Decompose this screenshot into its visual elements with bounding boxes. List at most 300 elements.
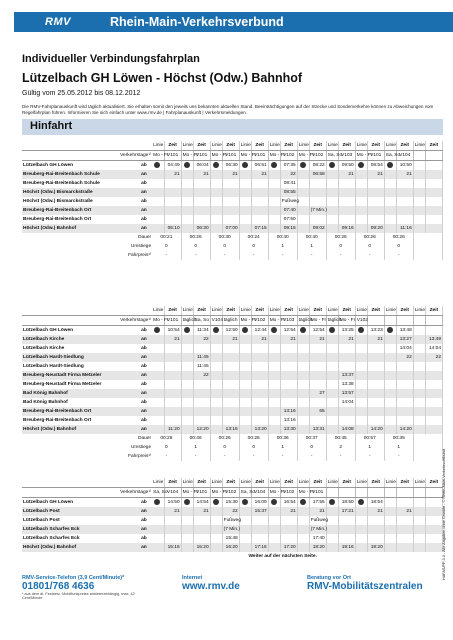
time-cell bbox=[338, 215, 355, 224]
verkehrstage-value bbox=[367, 316, 384, 326]
duration-value: 00:30 bbox=[210, 233, 239, 242]
time-cell: 14:54 bbox=[193, 498, 210, 508]
verkehrstage-value: V103 bbox=[338, 151, 355, 161]
line-cell bbox=[181, 335, 193, 344]
time-cell: 15:48 bbox=[222, 534, 239, 543]
time-cell bbox=[251, 344, 268, 353]
time-cell bbox=[338, 206, 355, 215]
duration-value: 00:26 bbox=[384, 233, 413, 242]
stop-name: Höchst (Odw.) Bahnhof bbox=[22, 543, 140, 552]
time-cell bbox=[338, 407, 355, 416]
table-row bbox=[22, 197, 443, 206]
time-cell: 11:45 bbox=[193, 353, 210, 362]
time-cell bbox=[367, 197, 384, 206]
line-cell bbox=[239, 362, 251, 371]
arr-dep: an bbox=[140, 206, 152, 215]
time-cell bbox=[367, 353, 384, 362]
arr-dep: an bbox=[140, 507, 152, 516]
line-cell bbox=[355, 425, 367, 434]
time-cell: 14:08 bbox=[338, 425, 355, 434]
time-cell: 14:04 bbox=[396, 344, 413, 353]
stop-name: Höchst (Odw.) Bismarckstraße bbox=[23, 199, 93, 204]
time-cell bbox=[396, 525, 413, 534]
footer-web bbox=[182, 575, 240, 592]
line-cell bbox=[210, 206, 222, 215]
line-cell bbox=[326, 161, 338, 171]
fare-value: - bbox=[384, 452, 413, 461]
line-cell bbox=[268, 197, 280, 206]
time-cell: 11:34 bbox=[193, 326, 210, 336]
transfers-value: 0 bbox=[152, 443, 181, 452]
time-cell bbox=[425, 389, 442, 398]
verkehrstage-value: V101 bbox=[251, 151, 268, 161]
fare-value: - bbox=[268, 452, 297, 461]
time-cell bbox=[396, 416, 413, 425]
duration-value: 00:26 bbox=[326, 233, 355, 242]
time-cell: 13:31 bbox=[309, 425, 326, 434]
line-cell bbox=[239, 380, 251, 389]
time-cell bbox=[425, 407, 442, 416]
time-cell bbox=[425, 161, 442, 171]
time-cell: 10:54 bbox=[164, 326, 181, 336]
line-cell bbox=[152, 161, 164, 171]
verkehrstage-value bbox=[413, 488, 425, 498]
time-cell bbox=[367, 206, 384, 215]
line-cell bbox=[152, 179, 164, 188]
time-cell bbox=[425, 326, 442, 336]
duration-value: 00:24 bbox=[239, 233, 268, 242]
verkehrstage-value: V102 bbox=[355, 316, 367, 326]
time-cell bbox=[309, 371, 326, 380]
line-cell bbox=[181, 224, 193, 233]
time-cell bbox=[396, 543, 413, 552]
time-cell: 14:04 bbox=[425, 344, 442, 353]
time-cell: 04:49 bbox=[164, 161, 181, 171]
line-cell bbox=[152, 516, 164, 525]
line-cell bbox=[384, 188, 396, 197]
col-zeit: Zeit bbox=[367, 478, 384, 488]
time-cell: 07:35 bbox=[280, 161, 297, 171]
line-cell bbox=[210, 371, 222, 380]
time-cell bbox=[193, 516, 210, 525]
time-cell: 15:30 bbox=[222, 498, 239, 508]
transfers-value: 0 bbox=[326, 242, 355, 251]
fare-value: - bbox=[181, 251, 210, 260]
verkehrstage-value bbox=[413, 316, 425, 326]
stop-name: Bad König Bahnhof bbox=[22, 389, 140, 398]
line-cell bbox=[355, 371, 367, 380]
time-cell bbox=[251, 380, 268, 389]
line-cell bbox=[239, 335, 251, 344]
line-cell bbox=[181, 161, 193, 171]
time-cell bbox=[338, 525, 355, 534]
line-cell bbox=[268, 224, 280, 233]
verkehrstage-value: V102 bbox=[280, 151, 297, 161]
arr-dep: ab bbox=[141, 217, 147, 222]
line-cell bbox=[326, 534, 338, 543]
verkehrstage-value bbox=[413, 151, 425, 161]
time-cell: 21 bbox=[338, 335, 355, 344]
col-zeit: Zeit bbox=[309, 141, 326, 151]
time-cell bbox=[222, 215, 239, 224]
time-cell: 17:55 bbox=[309, 498, 326, 508]
phone-number[interactable]: 01801/768 4636 bbox=[22, 581, 95, 592]
line-cell bbox=[384, 215, 396, 224]
time-cell bbox=[367, 188, 384, 197]
line-cell bbox=[297, 335, 309, 344]
time-cell bbox=[338, 353, 355, 362]
line-cell bbox=[326, 224, 338, 233]
time-cell bbox=[280, 362, 297, 371]
line-cell bbox=[384, 371, 396, 380]
bus-icon bbox=[329, 162, 335, 168]
time-cell bbox=[425, 206, 442, 215]
time-cell bbox=[193, 407, 210, 416]
bus-icon bbox=[300, 327, 306, 333]
line-cell bbox=[268, 425, 280, 434]
footer bbox=[22, 575, 443, 615]
col-linie: Linie bbox=[181, 478, 193, 488]
line-cell bbox=[413, 206, 425, 215]
col-linie: Linie bbox=[355, 306, 367, 316]
time-cell: 08:55 bbox=[280, 188, 297, 197]
line-cell bbox=[152, 534, 164, 543]
line-cell bbox=[297, 425, 309, 434]
stop-name: Höchst (Odw.) Bismarckstraße bbox=[22, 188, 140, 197]
transfers-value: 0 bbox=[239, 443, 268, 452]
document-type: Individueller Verbindungsfahrplan bbox=[22, 53, 200, 65]
time-cell bbox=[425, 371, 442, 380]
timetable-block-2 bbox=[22, 306, 443, 461]
time-cell bbox=[280, 371, 297, 380]
time-cell bbox=[251, 362, 268, 371]
line-cell bbox=[239, 326, 251, 336]
time-cell bbox=[425, 215, 442, 224]
time-cell: 13:25 bbox=[338, 326, 355, 336]
duration-value: 00:45 bbox=[326, 434, 355, 443]
time-cell: 13:48 bbox=[396, 326, 413, 336]
time-cell bbox=[425, 398, 442, 407]
verkehrstage-value: Mo - Fr bbox=[152, 316, 164, 326]
transfers-value: 1 bbox=[297, 242, 326, 251]
line-cell bbox=[268, 353, 280, 362]
stop-name: Lützelbach GH Löwen bbox=[23, 163, 74, 168]
time-cell: 18:20 bbox=[309, 543, 326, 552]
verkehrstage-value: Sa, So bbox=[152, 488, 164, 498]
verkehrstage-value: V102 bbox=[222, 488, 239, 498]
table-row bbox=[22, 516, 443, 525]
line-cell bbox=[355, 543, 367, 552]
col-linie: Linie bbox=[297, 306, 309, 316]
arr-dep: an bbox=[140, 335, 152, 344]
time-cell: 11:16 bbox=[396, 224, 413, 233]
arr-dep: an bbox=[140, 543, 152, 552]
col-linie: Linie bbox=[239, 306, 251, 316]
line-cell bbox=[181, 507, 193, 516]
stop-name: Breuberg-Neustadt Firma Metzeler bbox=[22, 371, 140, 380]
verkehrstage-value: Mo - Fr bbox=[181, 488, 193, 498]
line-cell bbox=[181, 215, 193, 224]
fare-value: - bbox=[181, 452, 210, 461]
line-cell bbox=[384, 362, 396, 371]
table-row bbox=[22, 206, 443, 215]
line-cell bbox=[210, 516, 222, 525]
bus-icon bbox=[387, 162, 393, 168]
verkehrstage-value: V104 bbox=[210, 316, 222, 326]
time-cell: 16:09 bbox=[251, 498, 268, 508]
line-cell bbox=[384, 380, 396, 389]
line-cell bbox=[355, 516, 367, 525]
time-cell bbox=[280, 534, 297, 543]
line-cell bbox=[355, 179, 367, 188]
line-cell bbox=[210, 543, 222, 552]
line-cell bbox=[355, 380, 367, 389]
time-cell bbox=[367, 380, 384, 389]
verkehrstage-value: V101 bbox=[164, 151, 181, 161]
verkehrstage-value bbox=[396, 488, 413, 498]
transfers-value: 0 bbox=[210, 242, 239, 251]
line-cell bbox=[268, 215, 280, 224]
time-cell bbox=[222, 344, 239, 353]
time-cell bbox=[338, 197, 355, 206]
stop-name: Lützelbach Kirche bbox=[22, 335, 140, 344]
time-cell: 12:20 bbox=[193, 425, 210, 434]
line-cell bbox=[355, 507, 367, 516]
time-cell bbox=[425, 362, 442, 371]
center-title: Beratung vor Ort bbox=[307, 575, 352, 581]
arr-dep: ab bbox=[141, 328, 147, 333]
time-cell bbox=[367, 362, 384, 371]
line-cell bbox=[355, 224, 367, 233]
time-cell: 21 bbox=[396, 507, 413, 516]
line-cell bbox=[181, 206, 193, 215]
time-cell bbox=[251, 371, 268, 380]
time-cell bbox=[222, 389, 239, 398]
fare-label: Fahrpreis¹⁾ bbox=[128, 454, 152, 459]
time-cell: 13:16 bbox=[280, 407, 297, 416]
time-cell: 13:16 bbox=[280, 416, 297, 425]
header-spacer bbox=[140, 306, 152, 316]
time-cell bbox=[425, 416, 442, 425]
bus-icon bbox=[358, 327, 364, 333]
time-cell: 06:58 bbox=[309, 170, 326, 179]
time-cell bbox=[425, 170, 442, 179]
line-cell bbox=[297, 362, 309, 371]
time-cell: 05:10 bbox=[164, 224, 181, 233]
line-cell bbox=[268, 525, 280, 534]
col-zeit: Zeit bbox=[338, 478, 355, 488]
line-cell bbox=[152, 344, 164, 353]
line-cell bbox=[355, 398, 367, 407]
line-cell bbox=[152, 326, 164, 336]
col-zeit: Zeit bbox=[309, 478, 326, 488]
verkehrstage-value: täglich bbox=[326, 316, 338, 326]
line-cell bbox=[413, 170, 425, 179]
time-cell: 21 bbox=[251, 170, 268, 179]
table-row bbox=[22, 398, 443, 407]
time-cell bbox=[251, 407, 268, 416]
line-cell bbox=[152, 398, 164, 407]
col-zeit: Zeit bbox=[251, 141, 268, 151]
verkehrstage-value bbox=[355, 488, 367, 498]
col-linie: Linie bbox=[326, 478, 338, 488]
time-cell bbox=[222, 380, 239, 389]
time-cell bbox=[309, 188, 326, 197]
bus-icon bbox=[387, 327, 393, 333]
line-cell bbox=[326, 170, 338, 179]
arr-dep: an bbox=[140, 371, 152, 380]
line-cell bbox=[210, 398, 222, 407]
line-cell bbox=[239, 224, 251, 233]
line-cell bbox=[239, 398, 251, 407]
table-row bbox=[22, 389, 443, 398]
header bbox=[0, 0, 453, 40]
table-row bbox=[22, 534, 443, 543]
line-cell bbox=[152, 371, 164, 380]
line-cell bbox=[210, 344, 222, 353]
timetable bbox=[22, 141, 443, 260]
line-cell bbox=[268, 507, 280, 516]
duration-value: 00:26 bbox=[355, 233, 384, 242]
line-cell bbox=[413, 534, 425, 543]
time-cell bbox=[164, 398, 181, 407]
transfers-value bbox=[413, 443, 442, 452]
col-zeit: Zeit bbox=[193, 478, 210, 488]
time-cell bbox=[309, 353, 326, 362]
line-cell bbox=[152, 353, 164, 362]
line-cell bbox=[152, 525, 164, 534]
time-cell: (7 Min.) bbox=[310, 527, 327, 532]
time-cell bbox=[367, 389, 384, 398]
arr-dep: ab bbox=[141, 199, 147, 204]
duration-value: 00:40 bbox=[297, 233, 326, 242]
phone-note: * aus dem dt. Festnetz. Mobilfunkpreise anbieterabhängig, max. 42 Cent/Minute bbox=[22, 592, 135, 600]
verkehrstage-value: Mo - Fr bbox=[355, 151, 367, 161]
col-zeit: Zeit bbox=[425, 306, 442, 316]
time-cell: 09:15 bbox=[280, 224, 297, 233]
fare-value: - bbox=[268, 251, 297, 260]
line-cell bbox=[355, 344, 367, 353]
time-cell: 06:30 bbox=[222, 161, 239, 171]
table-row bbox=[22, 188, 443, 197]
verkehrstage-value: V103 bbox=[280, 316, 297, 326]
line-cell bbox=[355, 170, 367, 179]
line-cell bbox=[297, 407, 309, 416]
col-zeit: Zeit bbox=[309, 306, 326, 316]
time-cell bbox=[396, 371, 413, 380]
stop-name: Breuberg-Rai-Breitenbach Ort bbox=[22, 407, 140, 416]
time-cell bbox=[193, 380, 210, 389]
verkehrstage-value: Mo - Fr bbox=[239, 316, 251, 326]
line-cell bbox=[384, 416, 396, 425]
duration-value: 00:46 bbox=[181, 434, 210, 443]
transfers-value: 0 bbox=[239, 242, 268, 251]
col-linie: Linie bbox=[181, 141, 193, 151]
col-linie: Linie bbox=[326, 306, 338, 316]
line-cell bbox=[210, 425, 222, 434]
col-zeit: Zeit bbox=[396, 306, 413, 316]
line-cell bbox=[152, 425, 164, 434]
line-cell bbox=[413, 498, 425, 508]
line-cell bbox=[181, 525, 193, 534]
line-cell bbox=[210, 197, 222, 206]
line-cell bbox=[413, 224, 425, 233]
line-cell bbox=[384, 353, 396, 362]
col-linie: Linie bbox=[413, 478, 425, 488]
line-cell bbox=[413, 516, 425, 525]
time-cell: 07:40 bbox=[280, 206, 297, 215]
verkehrstage-value: Mo - Fr bbox=[210, 488, 222, 498]
time-cell: 14:04 bbox=[338, 398, 355, 407]
time-cell: Fußweg bbox=[223, 518, 241, 523]
web-link[interactable]: www.rmv.de bbox=[182, 581, 240, 592]
verkehrstage-value: V102 bbox=[309, 151, 326, 161]
verkehrstage-value: V102 bbox=[251, 316, 268, 326]
line-cell bbox=[413, 525, 425, 534]
line-cell bbox=[181, 407, 193, 416]
duration-value: 00:26 bbox=[239, 434, 268, 443]
time-cell bbox=[367, 416, 384, 425]
time-cell: 12:44 bbox=[251, 326, 268, 336]
verkehrstage-value: V104 bbox=[164, 488, 181, 498]
time-cell bbox=[425, 188, 442, 197]
time-cell bbox=[222, 197, 239, 206]
time-cell: 21 bbox=[309, 335, 326, 344]
verkehrstage-value: Mo - Fr bbox=[268, 151, 280, 161]
line-cell bbox=[413, 389, 425, 398]
time-cell bbox=[251, 398, 268, 407]
col-linie: Linie bbox=[181, 306, 193, 316]
line-cell bbox=[384, 425, 396, 434]
time-cell bbox=[222, 416, 239, 425]
col-zeit: Zeit bbox=[396, 141, 413, 151]
line-cell bbox=[268, 188, 280, 197]
stop-name: Breuberg-Rai-Breitenbach Ort bbox=[23, 217, 92, 222]
time-cell: 08:54 bbox=[367, 161, 384, 171]
line-cell bbox=[355, 206, 367, 215]
line-cell bbox=[152, 407, 164, 416]
time-cell bbox=[396, 362, 413, 371]
time-cell bbox=[396, 516, 413, 525]
transfers-value: 1 bbox=[384, 443, 413, 452]
line-cell bbox=[355, 416, 367, 425]
line-cell bbox=[297, 516, 309, 525]
time-cell: 22 bbox=[425, 353, 442, 362]
transfers-value: 1 bbox=[268, 242, 297, 251]
verkehrstage-value: V101 bbox=[367, 151, 384, 161]
time-cell: 15:16 bbox=[164, 543, 181, 552]
arr-dep: ab bbox=[141, 382, 147, 387]
time-cell: 13:27 bbox=[396, 335, 413, 344]
time-cell: 21 bbox=[164, 507, 181, 516]
duration-value: 00:35 bbox=[384, 434, 413, 443]
time-cell bbox=[164, 179, 181, 188]
line-cell bbox=[355, 161, 367, 171]
line-cell bbox=[210, 507, 222, 516]
time-cell bbox=[164, 353, 181, 362]
arr-dep: ab bbox=[141, 418, 147, 423]
fare-label: Fahrpreis¹⁾ bbox=[128, 253, 152, 258]
bus-icon bbox=[184, 327, 190, 333]
line-cell bbox=[297, 525, 309, 534]
line-cell bbox=[413, 425, 425, 434]
table-row bbox=[22, 224, 443, 233]
verkehrstage-value: Mo - Fr bbox=[239, 151, 251, 161]
line-cell bbox=[326, 543, 338, 552]
bus-icon bbox=[154, 162, 160, 168]
time-cell: 09:50 bbox=[338, 161, 355, 171]
bus-icon bbox=[242, 327, 248, 333]
